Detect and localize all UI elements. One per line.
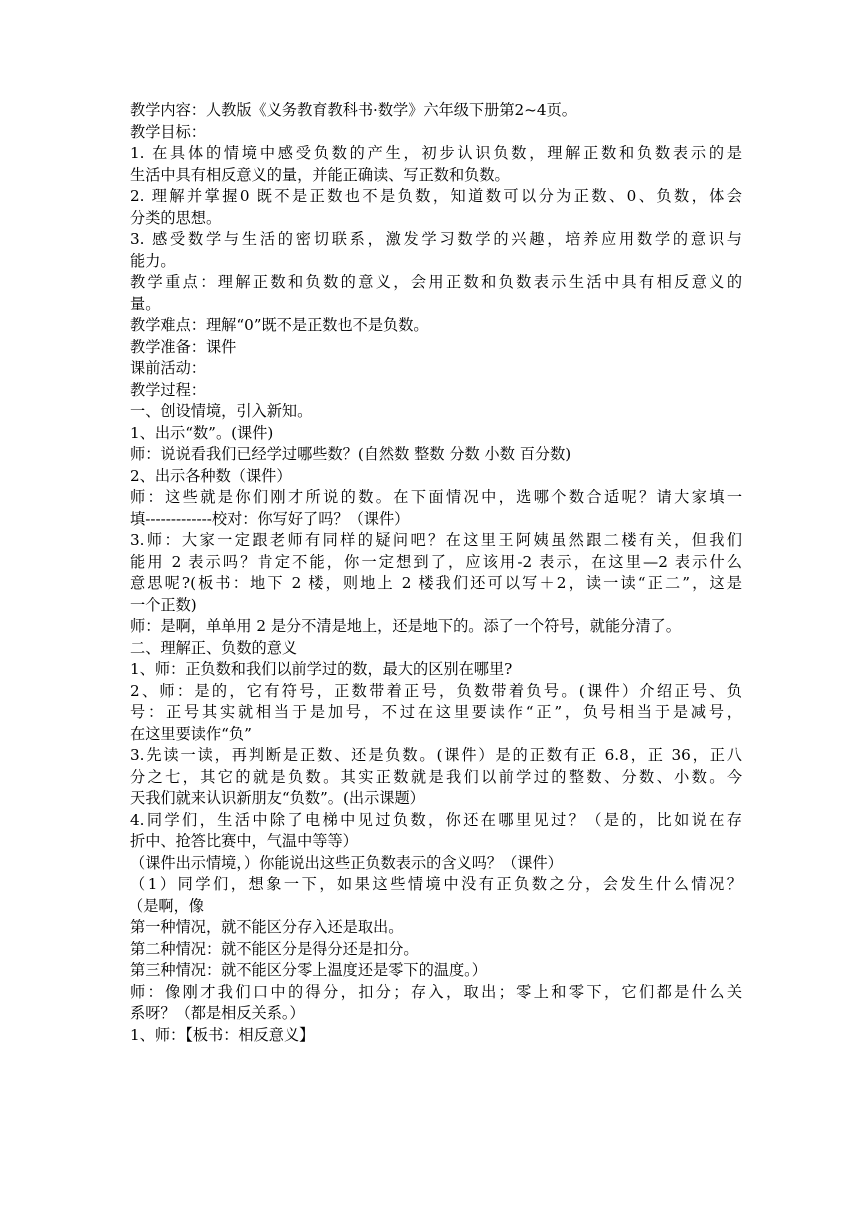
text-line-case-2: 第二种情况：就不能区分是得分还是扣分。	[130, 939, 419, 958]
text-line-case-1: 第一种情况，就不能区分存入还是取出。	[130, 918, 404, 936]
text-line-part2-3a: 3.先读一读，再判断是正数、还是负数。(课件）是的正数有正 6.8，正 36，正八	[130, 746, 742, 764]
text-line-key-points-b: 量。	[130, 294, 161, 313]
text-line-step-3c: 意思呢?(板书：地下 2 楼，则地上 2 楼我们还可以写＋2，读一读“正二”，这是	[130, 574, 742, 592]
text-line-step-3b: 能用 2 表示吗？肯定不能，你一定想到了，应该用-2 表示，在这里—2 表示什么	[130, 552, 742, 571]
text-line-part2-1: 1、师：正负数和我们以前学过的数，最大的区别在哪里?	[130, 660, 513, 678]
text-line-goal-1a: 1. 在具体的情境中感受负数的产生，初步认识负数，理解正数和负数表示的是	[130, 144, 742, 162]
section-heading-1: 一、创设情境，引入新知。	[130, 402, 313, 420]
text-line-part2-2c: 在这里要读作“负”	[130, 724, 252, 743]
text-line-teacher-2a: 师：这些就是你们刚才所说的数。在下面情况中，选哪个数合适呢？请大家填一	[130, 488, 742, 506]
text-line-goal-3a: 3. 感受数学与生活的密切联系，激发学习数学的兴趣，培养应用数学的意识与	[130, 230, 742, 248]
text-line-part2-4a: 4.同学们，生活中除了电梯中见过负数，你还在哪里见过？（是的，比如说在存	[130, 810, 742, 829]
section-heading-2: 二、理解正、负数的意义	[130, 638, 298, 657]
text-line-teacher-3: 师：是啊，单单用 2 是分不清是地上，还是地下的。添了一个符号，就能分清了。	[130, 617, 681, 635]
text-line-goal-2a: 2. 理解并掌握0 既不是正数也不是负数，知道数可以分为正数、0、负数，体会	[130, 187, 742, 205]
text-line-key-points-a: 教学重点：理解正数和负数的意义，会用正数和负数表示生活中具有相反意义的	[130, 273, 742, 291]
text-line-step-3a: 3.师：大家一定跟老师有同样的疑问吧？在这里王阿姨虽然跟二楼有关，但我们	[130, 531, 742, 549]
text-line-teacher-2b: 填-------------校对：你写好了吗？（课件）	[130, 509, 410, 528]
text-line-part2-4b: 折中、抢答比赛中，气温中等等）	[130, 832, 358, 850]
text-line-relation-b: 系呀？（都是相反关系。）	[130, 1004, 305, 1022]
text-line-courseware-situation: （课件出示情境，）你能说出这些正负数表示的含义吗？（课件）	[130, 853, 563, 872]
text-line-relation-a: 师：像刚才我们口中的得分，扣分；存入，取出；零上和零下，它们都是什么关	[130, 982, 742, 1001]
text-line-step-2: 2、出示各种数（课件）	[130, 466, 292, 485]
text-line-difficulty: 教学难点：理解“0”既不是正数也不是负数。	[130, 316, 429, 334]
text-line-case-3: 第三种情况：就不能区分零上温度还是零下的温度。）	[130, 961, 487, 979]
document-page	[130, 100, 742, 1046]
text-line-step-1: 1、出示“数”。(课件)	[130, 423, 274, 442]
text-line-part2-3b: 分之七，其它的就是负数。其实正数就是我们以前学过的整数、分数、小数。今	[130, 767, 742, 786]
text-line-teaching-content: 教学内容：人教版《义务教育教科书·数学》六年级下册第2~4页。	[130, 101, 577, 119]
text-line-board-writing: 1、师：【板书：相反意义】	[130, 1025, 315, 1044]
text-line-preparation: 教学准备：课件	[130, 337, 237, 356]
text-line-goal-1b: 生活中具有相反意义的量，并能正确读、写正数和负数。	[130, 165, 510, 184]
text-line-teacher-1: 师：说说看我们已经学过哪些数？(自然数 整数 分数 小数 百分数)	[130, 445, 572, 463]
text-line-goal-3b: 能力。	[130, 251, 176, 270]
text-line-step-3d: 一个正数)	[130, 595, 197, 614]
text-line-part2-2b: 号：正号其实就相当于是加号，不过在这里要读作“正”，负号相当于是减号，	[130, 703, 742, 721]
text-line-pre-class: 课前活动：	[130, 359, 206, 377]
text-line-part2-2a: 2、师：是的，它有符号，正数带着正号，负数带着负号。(课件）介绍正号、负	[130, 681, 742, 700]
text-line-imagine-b: （是啊，像	[128, 896, 204, 915]
text-line-process-heading: 教学过程：	[130, 380, 206, 399]
text-line-imagine-a: （1）同学们，想象一下，如果这些情境中没有正负数之分，会发生什么情况？	[130, 875, 742, 893]
text-line-part2-3c: 天我们就来认识新朋友“负数”。(出示课题）	[130, 789, 425, 807]
text-line-teaching-goals-heading: 教学目标：	[130, 122, 206, 141]
text-line-goal-2b: 分类的思想。	[130, 208, 222, 227]
